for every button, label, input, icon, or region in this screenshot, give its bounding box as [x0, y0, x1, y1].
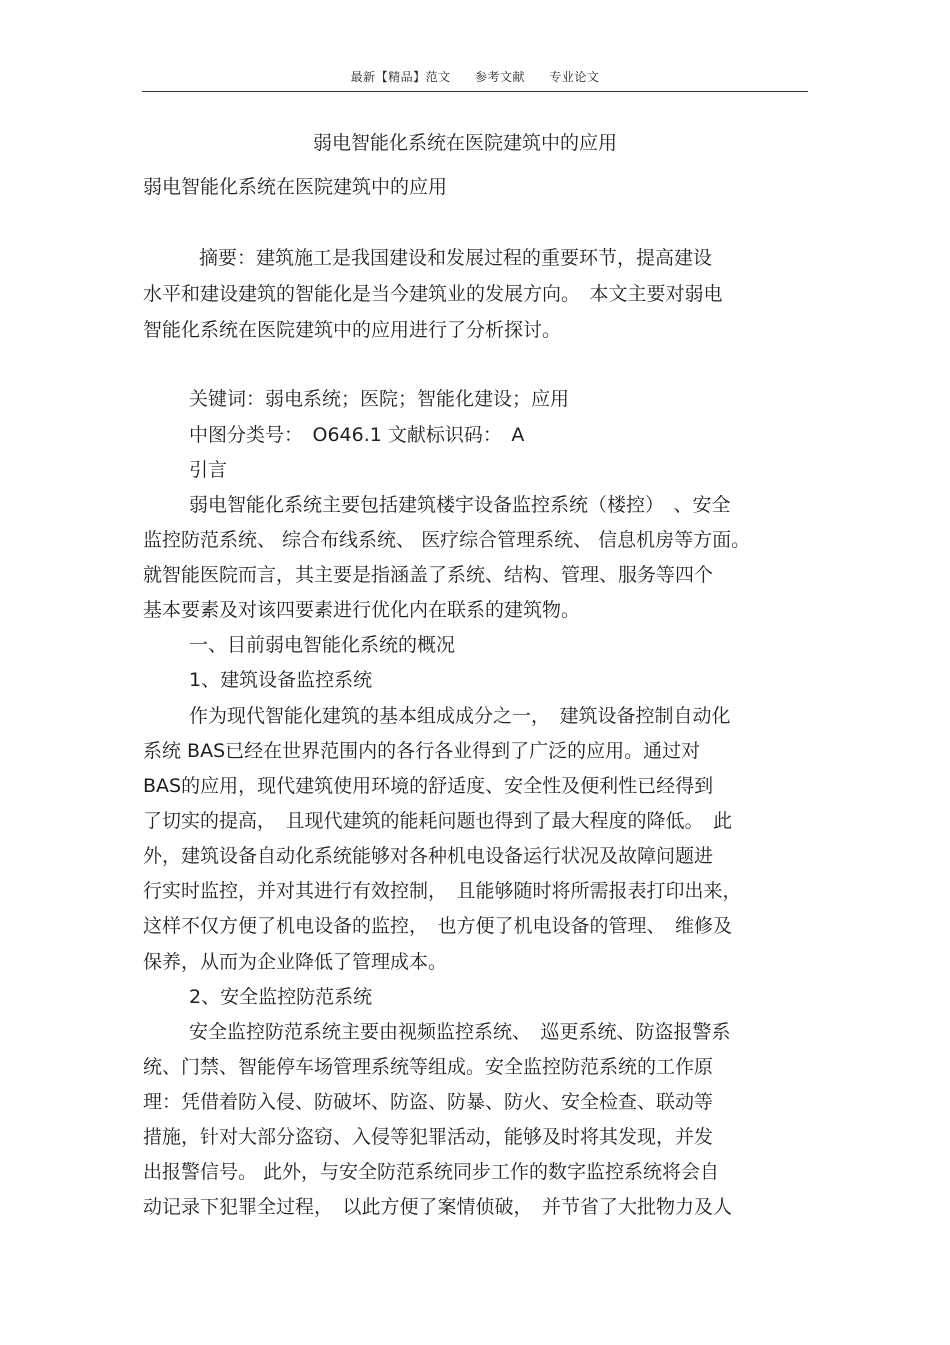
header-item-cankao: 参考文献 [474, 70, 525, 84]
paragraph-line: 监控防范系统、 综合布线系统、 医疗综合管理系统、 信息机房等方面。 [143, 529, 751, 551]
keywords-line: 关键词：弱电系统；医院；智能化建设；应用 [189, 388, 570, 410]
paragraph-line: 了切实的提高， 且现代建筑的能耗问题也得到了最大程度的降低。 此 [143, 810, 733, 832]
subsection-heading: 1、建筑设备监控系统 [189, 669, 373, 691]
paragraph-line: 基本要素及对该四要素进行优化内在联系的建筑物。 [143, 599, 581, 621]
paragraph-line: 出报警信号。 此外，与安全防范系统同步工作的数字监控系统将会自 [143, 1161, 720, 1183]
subsection-heading: 2、安全监控防范系统 [189, 986, 373, 1008]
paragraph-line: 系统 BAS已经在世界范围内的各行各业得到了广泛的应用。通过对 [143, 740, 701, 762]
header-item-lunwen: 专业论文 [549, 70, 600, 84]
document-title: 弱电智能化系统在医院建筑中的应用 [312, 132, 617, 154]
paragraph-line: 行实时监控，并对其进行有效控制， 且能够随时将所需报表打印出来， [143, 880, 742, 902]
paragraph-line: 这样不仅方便了机电设备的监控， 也方便了机电设备的管理、 维修及 [143, 915, 733, 937]
paragraph-line: BAS的应用，现代建筑使用环境的舒适度、安全性及便利性已经得到 [143, 775, 714, 797]
section-heading: 引言 [189, 459, 228, 481]
subtitle-line: 弱电智能化系统在医院建筑中的应用 [143, 176, 448, 198]
header-item-fanwen: 最新【精品】范文 [350, 70, 451, 84]
section-heading: 一、目前弱电智能化系统的概况 [189, 634, 456, 656]
abstract-line: 水平和建设建筑的智能化是当今建筑业的发展方向。 本文主要对弱电 [143, 283, 723, 305]
paragraph-line: 动记录下犯罪全过程， 以此方便了案情侦破， 并节省了大批物力及人 [143, 1196, 733, 1218]
abstract-line: 摘要：建筑施工是我国建设和发展过程的重要环节，提高建设 [199, 247, 713, 269]
abstract-line: 智能化系统在医院建筑中的应用进行了分析探讨。 [143, 319, 562, 341]
paragraph-line: 就智能医院而言，其主要是指涵盖了系统、结构、管理、服务等四个 [143, 564, 714, 586]
paragraph-line: 安全监控防范系统主要由视频监控系统、 巡更系统、防盗报警系 [189, 1021, 731, 1043]
page-header [0, 68, 950, 85]
paragraph-line: 措施，针对大部分盗窃、入侵等犯罪活动，能够及时将其发现，并发 [143, 1126, 714, 1148]
header-divider [142, 91, 808, 92]
paragraph-line: 作为现代智能化建筑的基本组成成分之一， 建筑设备控制自动化 [189, 705, 731, 727]
paragraph-line: 统、门禁、智能停车场管理系统等组成。安全监控防范系统的工作原 [143, 1056, 714, 1078]
paragraph-line: 保养，从而为企业降低了管理成本。 [143, 951, 448, 973]
paragraph-line: 弱电智能化系统主要包括建筑楼宇设备监控系统（楼控） 、安全 [189, 494, 731, 516]
classification-line: 中图分类号： O646.1 文献标识码： A [189, 424, 525, 446]
paragraph-line: 理：凭借着防入侵、防破坏、防盗、防暴、防火、安全检查、联动等 [143, 1091, 714, 1113]
paragraph-line: 外，建筑设备自动化系统能够对各种机电设备运行状况及故障问题进 [143, 845, 714, 867]
